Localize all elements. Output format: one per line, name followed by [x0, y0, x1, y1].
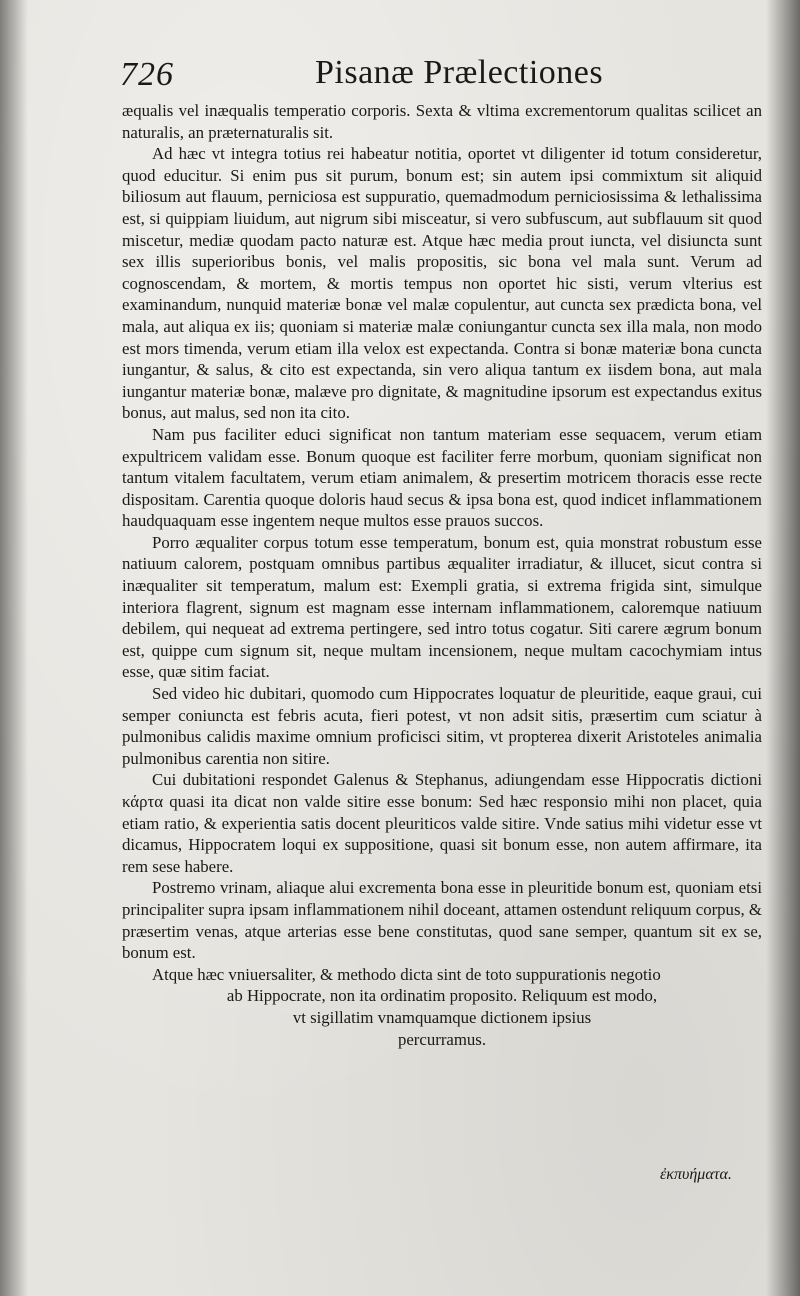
closing-line: vt sigillatim vnamquamque dictionem ipsius	[292, 1007, 592, 1027]
closing-line: percurramus.	[397, 1029, 487, 1049]
page-header	[120, 52, 640, 100]
paragraph: Ad hæc vt integra totius rei habeatur notitia, oportet vt diligenter id totum consideretur, quod educitur. Si enim pus sit purum, bonum est; sin autem ipsi commixtum sit aliquid biliosum aut flauum, perniciosa est suppuratio, quemadmodum perniciosissima & lethalissima est, si quippiam liuidum, aut nigrum sibi misceatur, si vero subfuscum, aut subflauum sit quod miscetur, mediæ quodam pacto naturæ est. Atque hæc media prout iuncta, vel disiuncta sunt sex illis superioribus bonis, vel malis propositis, sic bona vel mala sunt. Verum ad cognoscendam, & mortem, & mortis tempus non oportet hic sisti, verum vlterius est examinandum, nunquid materiæ bonæ vel malæ copulentur, aut cuncta sex prædicta bona, vel mala, aut aliqua ex iis; quoniam si materiæ malæ coniungantur cuncta sex illa mala, non modo est mors timenda, verum etiam illa velox est expectanda. Contra si bonæ materiæ bona cuncta iungantur, & salus, & cito est expectanda, sin vero aliqua tantum ex iisdem bona, aut mala iungantur materiæ bonæ, malæve pro dignitate, & magnitudine ipsorum est expectandus exitus bonus, aut malus, sed non ita cito.	[122, 144, 762, 423]
paragraph: Porro æqualiter corpus totum esse temperatum, bonum est, quia monstrat robustum esse natiuum calorem, postquam omnibus partibus æqualiter irradiatur, & illucet, sicut contra si inæqualiter sit temperatum, malum est: Exempli gratia, si extrema frigida sint, simulque interiora flagrent, signum est magnam esse internam inflammationem, caloremque natiuum debilem, qui nequeat ad extrema pertingere, sed intro totus cogatur. Siti carere ægrum bonum est, quippe cum signum sit, neque multam incensionem, neque multam cacochymiam intus esse, quæ sitim faciat.	[122, 532, 762, 682]
body-text	[122, 100, 762, 1050]
running-title: Pisanæ Prælectiones	[315, 54, 604, 91]
paragraph: Nam pus faciliter educi significat non tantum materiam esse sequacem, verum etiam expultricem validam esse. Bonum quoque est faciliter ferre morbum, quoniam significat non tantum vitalem facultatem, verum etiam animalem, & presertim motricem thoracis esse recte dispositam. Carentia quoque doloris haud secus & ipsa bona est, quod indicet inflammationem haudquaquam esse ingentem neque multos esse prauos succos.	[122, 424, 762, 531]
paragraph: Postremo vrinam, aliaque alui excrementa bona esse in pleuritide bonum est, quoniam etsi principaliter supra ipsam inflammationem nihil doceant, attamen ostendunt reliquum corpus, & præsertim venas, atque arterias esse bene constitutas, quod sane semper, quantum sit ex se, bonum est.	[122, 878, 762, 963]
paragraph-continuation: æqualis vel inæqualis temperatio corporis. Sexta & vltima excrementorum qualitas scilicet an naturalis, an præternaturalis sit.	[122, 101, 762, 142]
closing-line: Atque hæc vniuersaliter, & methodo dicta sint de toto suppurationis negotio	[152, 964, 661, 984]
closing-line: ab Hippocrate, non ita ordinatim proposito. Reliquum est modo,	[226, 986, 658, 1006]
paragraph: Cui dubitationi respondet Galenus & Stephanus, adiungendam esse Hippocratis dictioni κάρτα quasi ita dicat non valde sitire esse bonum: Sed hæc responsio mihi non placet, quia etiam ratio, & experientia satis docent pleuriticos valde sitire. Vnde satius mihi videtur esse vt dicamus, Hippocratem loqui ex suppositione, quasi sit bonum esse, non autem affirmare, ita rem sese habere.	[122, 770, 762, 876]
paragraph: Sed video hic dubitari, quomodo cum Hippocrates loquatur de pleuritide, eaque graui, cui semper coniuncta est febris acuta, fieri potest, vt non adsit sitis, præsertim cum sciatur à pulmonibus calidis maxime omnium proficisci sitim, vt propterea dixerit Aristoteles animalia pulmonibus carentia non sitire.	[122, 684, 762, 768]
catchword: ἐκπυήματα.	[660, 1166, 732, 1183]
page-number: 726	[120, 56, 174, 93]
